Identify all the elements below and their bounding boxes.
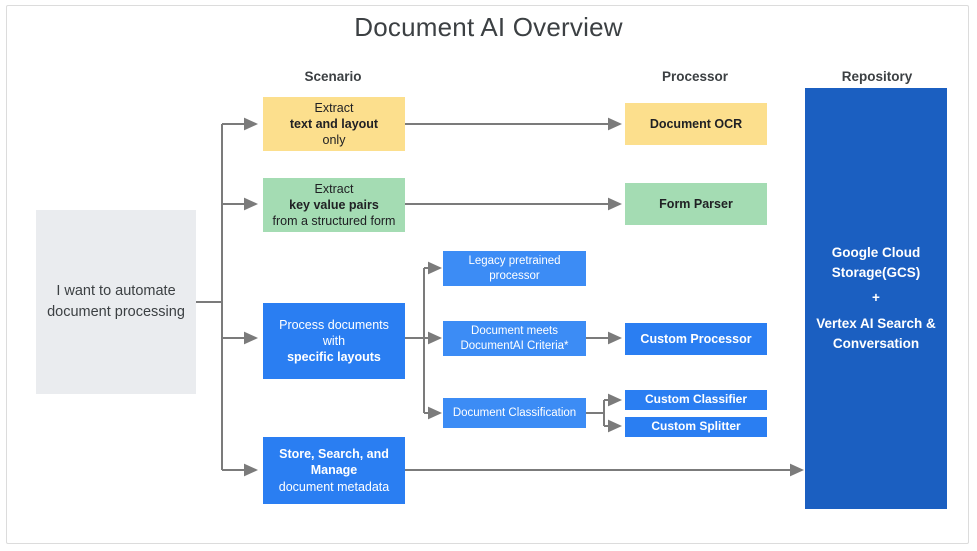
processor-custom-processor[interactable] (625, 323, 767, 355)
scenario-extract-key-value-pairs[interactable] (263, 178, 405, 232)
middle-legacy-pretrained-processor[interactable] (443, 251, 586, 286)
scenario-store-search-manage[interactable] (263, 437, 405, 504)
repository-line1: Google Cloud Storage(GCS) (831, 244, 921, 281)
scenario-0-suffix: only (322, 133, 346, 148)
scenario-1-bold: key value pairs (289, 197, 379, 212)
scenario-2-prefix: Process documents with (279, 317, 389, 348)
middle-document-classification[interactable] (443, 398, 586, 428)
middle-2-label: Document Classification (452, 406, 577, 419)
column-header-processor: Processor (661, 69, 729, 84)
column-header-repository: Repository (841, 69, 913, 84)
scenario-extract-text-and-layout[interactable] (263, 97, 405, 151)
repository-plus: + (872, 290, 880, 306)
processor-custom-classifier[interactable] (625, 390, 767, 410)
processor-1-label: Form Parser (659, 196, 733, 211)
scenario-0-bold: text and layout (289, 116, 379, 131)
page-title: Document AI Overview (354, 12, 623, 42)
scenario-1-prefix: Extract (314, 181, 354, 196)
processor-4-label: Custom Splitter (651, 419, 741, 434)
processor-0-label: Document OCR (649, 116, 743, 131)
middle-document-meets-criteria[interactable] (443, 321, 586, 356)
middle-0-label: Legacy pretrained processor (468, 254, 561, 282)
middle-1-label: Document meets DocumentAI Criteria* (460, 324, 569, 352)
processor-3-label: Custom Classifier (644, 392, 748, 407)
processor-form-parser[interactable] (625, 183, 767, 225)
start-label: I want to automate document processing (47, 282, 185, 320)
scenario-1-suffix: from a structured form (272, 214, 396, 229)
repository-box[interactable] (805, 88, 947, 509)
scenario-process-specific-layouts[interactable] (263, 303, 405, 379)
processor-custom-splitter[interactable] (625, 417, 767, 437)
scenario-0-prefix: Extract (314, 100, 354, 115)
scenario-3-suffix: document metadata (278, 479, 390, 494)
processor-2-label: Custom Processor (640, 331, 752, 346)
processor-document-ocr[interactable] (625, 103, 767, 145)
scenario-3-bold: Store, Search, and Manage (279, 447, 389, 478)
column-header-scenario: Scenario (304, 69, 362, 84)
scenario-2-bold: specific layouts (287, 350, 381, 365)
start-box (36, 210, 196, 394)
repository-line2: Vertex AI Search & Conversation (816, 315, 936, 351)
